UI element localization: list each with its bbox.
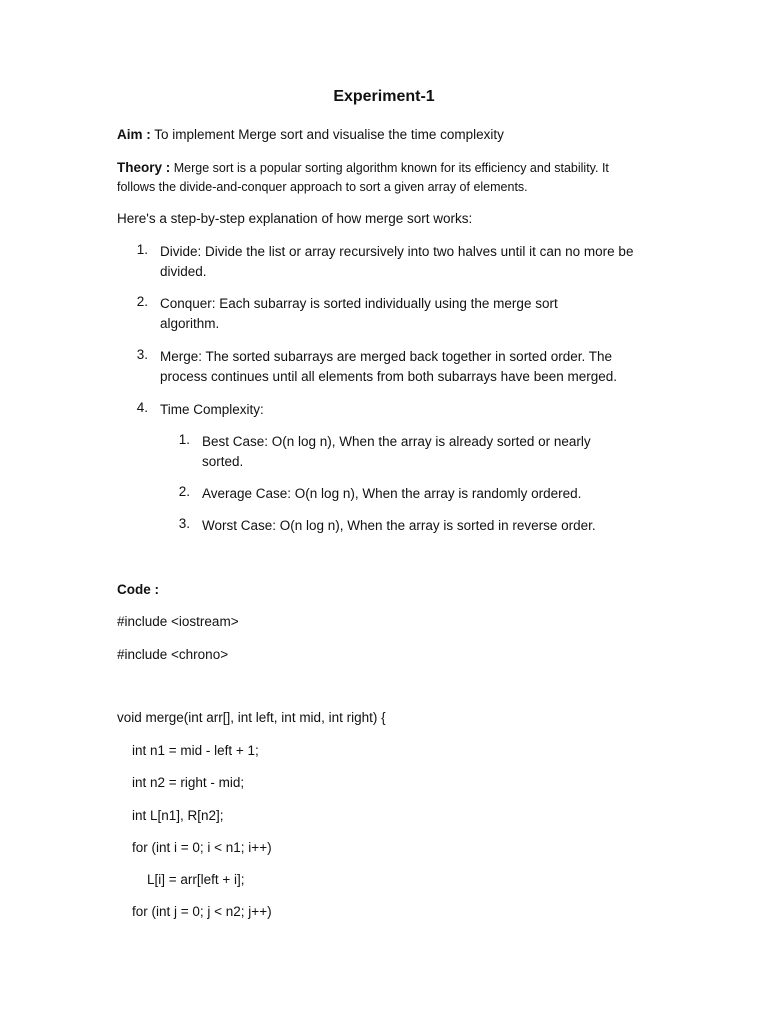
step-number: 3.: [136, 347, 148, 362]
step-text: Conquer: Each subarray is sorted individually using the merge sort algorithm.: [160, 296, 558, 331]
code-line: for (int j = 0; j < n2; j++): [132, 904, 272, 919]
complexity-number: 2.: [178, 484, 190, 499]
step-text: Merge: The sorted subarrays are merged back together in sorted order. The process continues until all elements from both subarrays have been merged.: [160, 349, 617, 384]
code-line: int L[n1], R[n2];: [132, 808, 224, 823]
theory-line-2: follows the divide-and-conquer approach to sort a given array of elements.: [117, 180, 528, 194]
theory-text-1: Merge sort is a popular sorting algorithm known for its efficiency and stability. It: [170, 161, 609, 175]
intro-text: Here's a step-by-step explanation of how merge sort works:: [117, 211, 473, 226]
step-text: Divide: Divide the list or array recursively into two halves until it can no more be divided.: [160, 244, 634, 279]
step-number: 2.: [136, 294, 148, 309]
step-number: 4.: [136, 400, 148, 415]
code-line: void merge(int arr[], int left, int mid, int right) {: [117, 710, 386, 725]
code-line: int n2 = right - mid;: [132, 775, 245, 790]
theory-label: Theory :: [117, 160, 171, 175]
aim-label: Aim :: [117, 127, 151, 142]
code-line: for (int i = 0; i < n1; i++): [132, 840, 272, 855]
complexity-text: Best Case: O(n log n), When the array is already sorted or nearly sorted.: [202, 434, 591, 469]
code-label: Code :: [117, 582, 159, 597]
complexity-number: 3.: [178, 516, 190, 531]
complexity-text: Average Case: O(n log n), When the array is randomly ordered.: [202, 486, 582, 501]
code-line: L[i] = arr[left + i];: [147, 872, 245, 887]
step-text: Time Complexity:: [160, 402, 264, 417]
complexity-number: 1.: [178, 432, 190, 447]
code-line: int n1 = mid - left + 1;: [132, 743, 259, 758]
theory-line-1: [117, 160, 609, 175]
aim-text: To implement Merge sort and visualise the time complexity: [150, 127, 504, 142]
page-title: Experiment-1: [333, 88, 435, 105]
aim-line: [117, 127, 504, 142]
code-line: #include <iostream>: [117, 614, 239, 629]
code-line: #include <chrono>: [117, 647, 229, 662]
step-number: 1.: [136, 242, 148, 257]
complexity-text: Worst Case: O(n log n), When the array is sorted in reverse order.: [202, 518, 596, 533]
